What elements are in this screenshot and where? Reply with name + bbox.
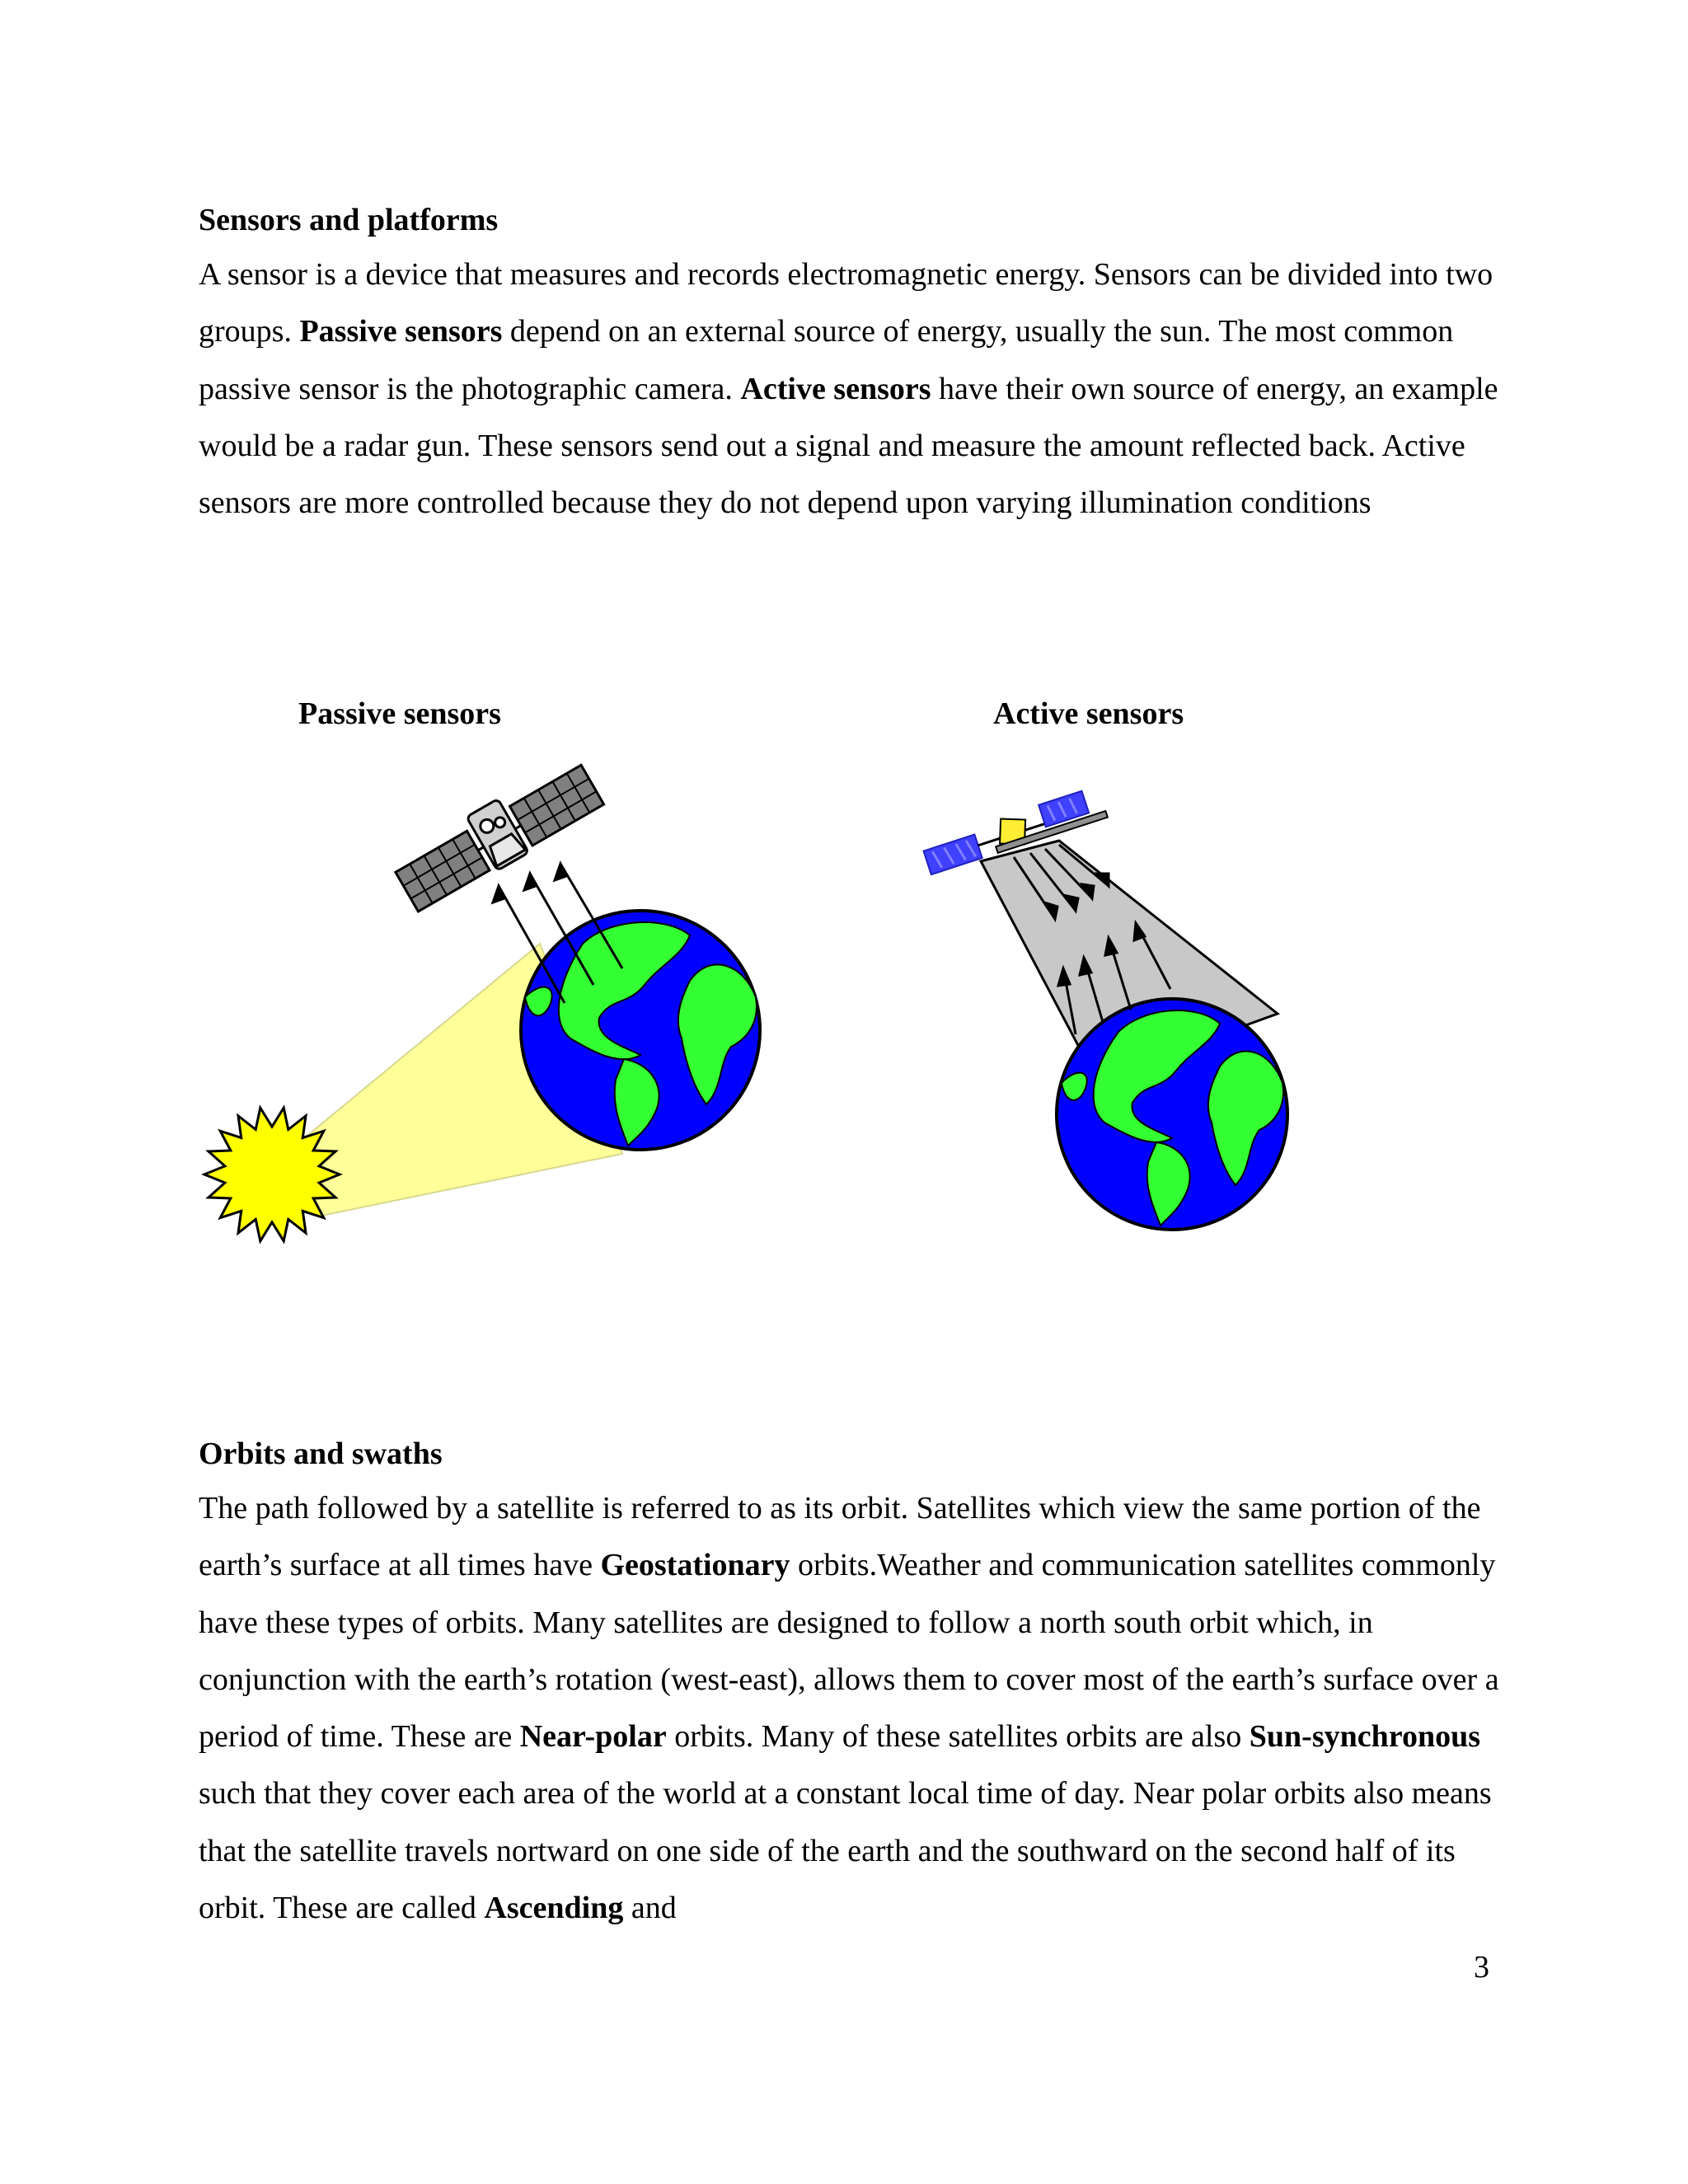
bold-term: Ascending (484, 1891, 624, 1926)
bold-term: Passive sensors (299, 314, 503, 349)
text-run: A sensor is a device that measures and records electromagnetic energy. Sensors can be divided into two groups. (199, 257, 1493, 349)
text-run: and (623, 1891, 677, 1926)
text-run: have their own source of energy, an example would be a radar gun. These sensors send out a signal and measure the amount reflected back. Active sensors are more controlled because they do not depend upon varying illumination conditions (199, 371, 1498, 521)
text-run: such that they cover each area of the world at a constant local time of day. Near polar orbits also means that the satellite travels nortward on one side of the earth and the southward on the second half of its orbit. These are called (199, 1776, 1492, 1926)
sensors-paragraph (199, 246, 1501, 532)
bold-term: Sun-synchronous (1249, 1719, 1480, 1755)
active-sensors-label: Active sensors (993, 696, 1184, 731)
earth-globe-active (1057, 999, 1287, 1230)
page-number: 3 (1474, 1950, 1489, 1985)
bold-term: Near-polar (519, 1719, 667, 1755)
text-run: The path followed by a satellite is referred to as its orbit. Satellites which view the same portion of the earth’s surface at all times have (199, 1491, 1481, 1583)
text-run: orbits. Many of these satellites orbits are also (666, 1719, 1250, 1755)
passive-sensors-illustration (198, 758, 791, 1269)
text-run: depend on an external source of energy, usually the sun. The most common passive sensor is the photographic camera. (199, 314, 1454, 406)
active-sensors-illustration (915, 775, 1343, 1236)
bold-term: Active sensors (740, 371, 931, 406)
text-run: orbits.Weather and communication satellites commonly have these types of orbits. Many satellites are designed to follow a north south orbit which, in conjunction with the earth’s rotation (west-east), allows them to cover most of the earth’s surface over a period of time. These are (199, 1548, 1499, 1755)
bold-term: Geostationary (600, 1548, 790, 1583)
section-heading-orbits: Orbits and swaths (199, 1436, 443, 1471)
passive-sensors-label: Passive sensors (298, 696, 501, 731)
earth-globe-passive (521, 911, 760, 1150)
section-heading-sensors: Sensors and platforms (199, 203, 499, 237)
orbits-paragraph (199, 1480, 1501, 1937)
